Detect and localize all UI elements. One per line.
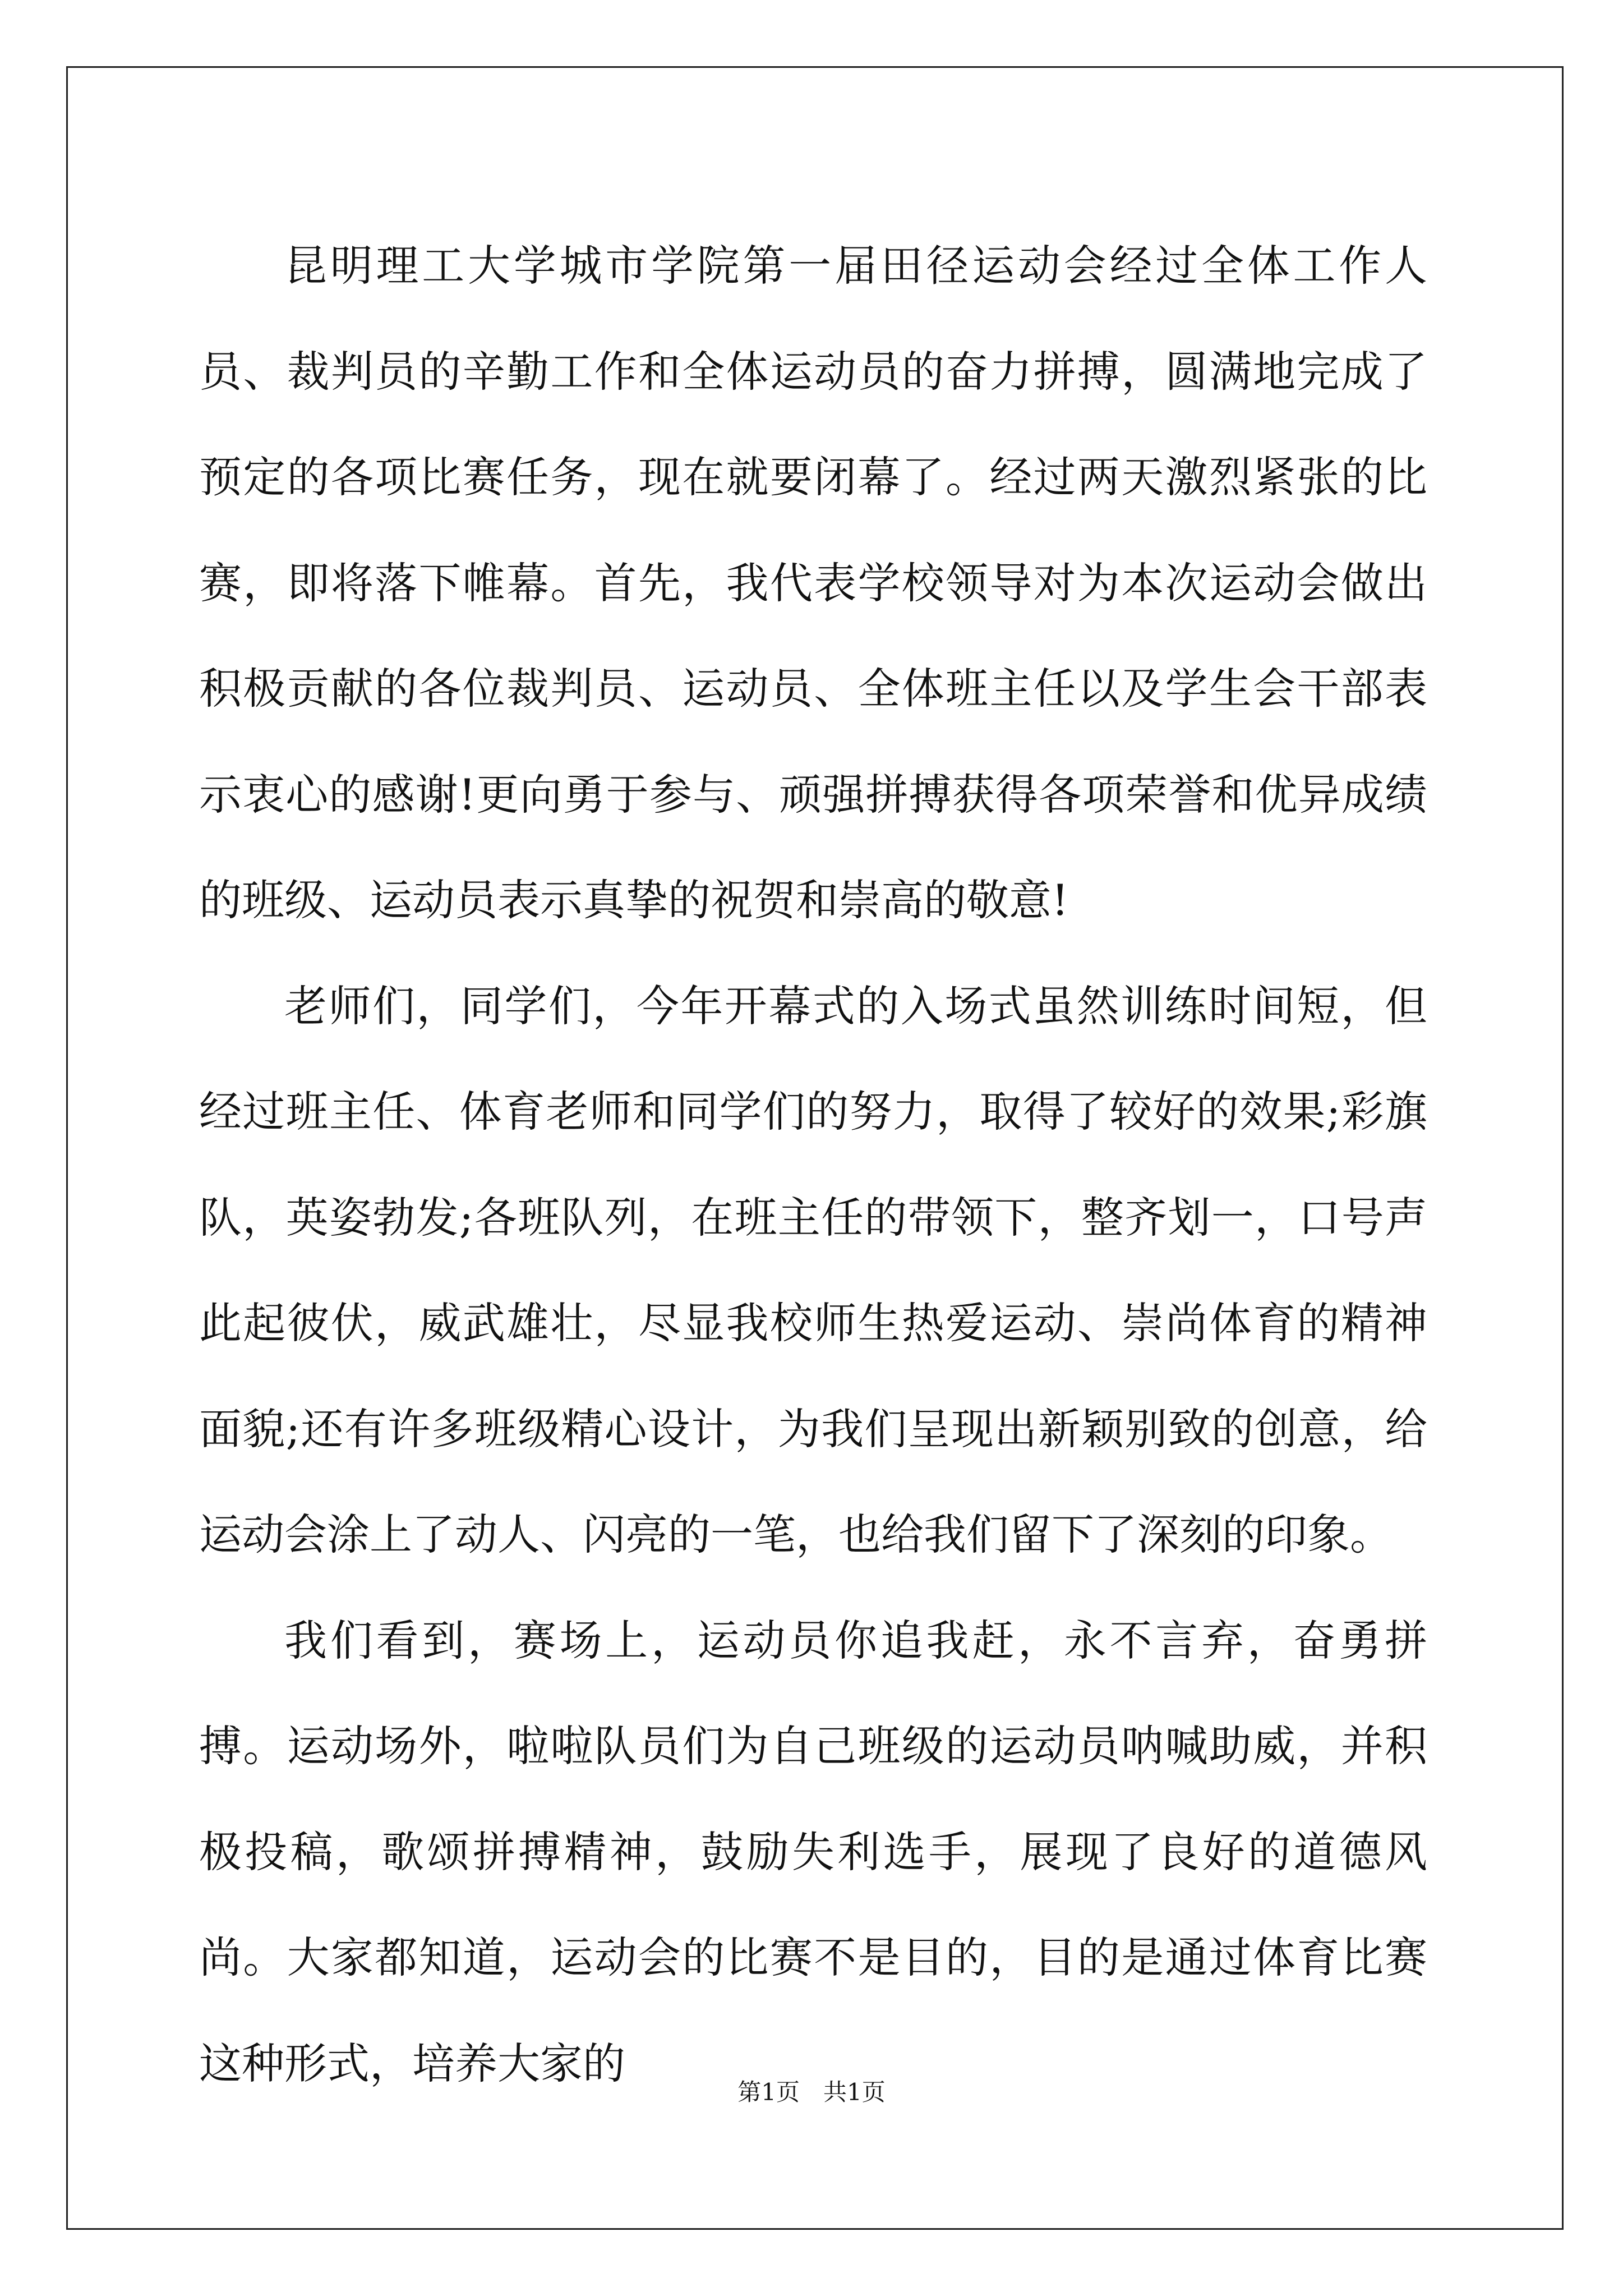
page-number-footer: 第1页 共1页 — [737, 2078, 886, 2106]
paragraph-2: 老师们，同学们，今年开幕式的入场式虽然训练时间短，但经过班主任、体育老师和同学们的努力，取得了较好的效果;彩旗队，英姿勃发;各班队列，在班主任的带领下，整齐划一，口号声此起彼伏，威武雄壮，尽显我校师生热爱运动、崇尚体育的精神面貌;还有许多班级精心设计，为我们呈现出新颖别致的创意，给运动会涂上了动人、闪亮的一笔，也给我们留下了深刻的印象。 — [199, 981, 1427, 1559]
paragraph-3: 我们看到，赛场上，运动员你追我赶，永不言弃，奋勇拼搏。运动场外，啦啦队员们为自己班级的运动员呐喊助威，并积极投稿，歌颂拼搏精神，鼓励失利选手，展现了良好的道德风尚。大家都知道，运动会的比赛不是目的，目的是通过体育比赛这种形式，培养大家的 — [199, 1615, 1427, 2088]
paragraph-1: 昆明理工大学城市学院第一届田径运动会经过全体工作人员、裁判员的辛勤工作和全体运动员的奋力拼搏，圆满地完成了预定的各项比赛任务，现在就要闭幕了。经过两天激烈紧张的比赛，即将落下帷幕。首先，我代表学校领导对为本次运动会做出积极贡献的各位裁判员、运动员、全体班主任以及学生会干部表示衷心的感谢!更向勇于参与、顽强拼搏获得各项荣誉和优异成绩的班级、运动员表示真挚的祝贺和崇高的敬意! — [199, 241, 1427, 925]
document-body — [199, 213, 1427, 2116]
